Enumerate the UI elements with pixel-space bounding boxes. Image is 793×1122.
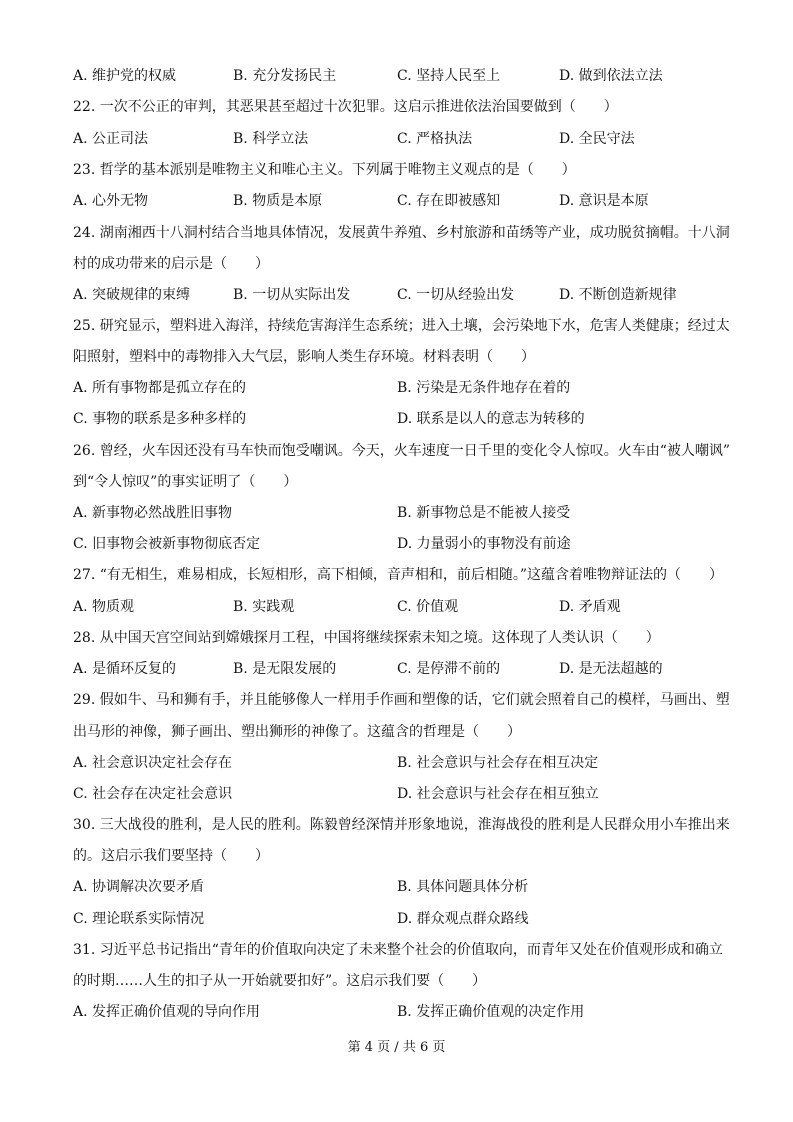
q29-stem-line-1: 29. 假如牛、马和狮有手，并且能够像人一样用手作画和塑像的话，它们就会照着自己的模样，马画出、塑	[73, 692, 730, 708]
q22-option-d: D. 全民守法	[559, 131, 635, 147]
page-footer: 第 4 页 / 共 6 页	[347, 1040, 446, 1055]
q26-option-d: D. 力量弱小的事物没有前途	[397, 536, 571, 552]
q21-option-b: B. 充分发扬民主	[233, 68, 337, 84]
q23-option-b: B. 物质是本原	[233, 193, 323, 209]
q31-option-b: B. 发挥正确价值观的决定作用	[397, 1004, 585, 1020]
q23-option-a: A. 心外无物	[73, 193, 149, 209]
q24-option-a: A. 突破规律的束缚	[73, 287, 191, 303]
q29-option-b: B. 社会意识与社会存在相互决定	[397, 755, 599, 771]
q30-option-c: C. 理论联系实际情况	[73, 911, 205, 927]
q28-option-b: B. 是无限发展的	[233, 661, 337, 677]
q23-option-d: D. 意识是本原	[559, 193, 649, 209]
q29-option-c: C. 社会存在决定社会意识	[73, 786, 233, 802]
q30-stem-line-1: 30. 三大战役的胜利，是人民的胜利。陈毅曾经深情并形象地说，淮海战役的胜利是人民群众用小车推出来	[73, 817, 730, 833]
q22-option-a: A. 公正司法	[73, 131, 149, 147]
q25-stem-line-1: 25. 研究显示，塑料进入海洋，持续危害海洋生态系统；进入土壤，会污染地下水，危害人类健康；经过太	[73, 318, 730, 334]
q29-stem-line-2: 出马形的神像，狮子画出、塑出狮形的神像了。这蕴含的哲理是（ ）	[73, 724, 521, 740]
q30-option-a: A. 协调解决次要矛盾	[73, 879, 205, 895]
q28-option-a: A. 是循环反复的	[73, 661, 177, 677]
q24-option-c: C. 一切从经验出发	[397, 287, 515, 303]
q26-stem-line-1: 26. 曾经，火车因还没有马车快而饱受嘲讽。今天，火车速度一日千里的变化令人惊叹。火车由“被人嘲讽”	[73, 443, 731, 459]
q30-option-d: D. 群众观点群众路线	[397, 911, 529, 927]
q23-stem: 23. 哲学的基本派别是唯物主义和唯心主义。下列属于唯物主义观点的是（ ）	[73, 162, 576, 178]
q29-option-d: D. 社会意识与社会存在相互独立	[397, 786, 599, 802]
q27-stem: 27. “有无相生，难易相成，长短相形，高下相倾，音声相和，前后相随。”这蕴含着唯物辩证法的（ ）	[73, 567, 724, 583]
q24-option-d: D. 不断创造新规律	[559, 287, 677, 303]
q22-option-c: C. 严格执法	[397, 131, 473, 147]
q25-option-c: C. 事物的联系是多种多样的	[73, 411, 247, 427]
q27-option-d: D. 矛盾观	[559, 599, 621, 615]
q21-option-a: A. 维护党的权威	[73, 68, 177, 84]
q27-option-c: C. 价值观	[397, 599, 459, 615]
q30-option-b: B. 具体问题具体分析	[397, 879, 529, 895]
q21-option-c: C. 坚持人民至上	[397, 68, 501, 84]
q27-option-b: B. 实践观	[233, 599, 295, 615]
q25-option-a: A. 所有事物都是孤立存在的	[73, 380, 247, 396]
q31-stem-line-1: 31. 习近平总书记指出“青年的价值取向决定了未来整个社会的价值取向，而青年又处在价值观形成和确立	[73, 942, 723, 958]
q31-stem-line-2: 的时期……人生的扣子从一开始就要扣好”。这启示我们要（ ）	[73, 973, 487, 989]
q22-stem: 22. 一次不公正的审判，其恶果甚至超过十次犯罪。这启示推进依法治国要做到（ ）	[73, 99, 618, 115]
q26-stem-line-2: 到“令人惊叹”的事实证明了（ ）	[73, 474, 298, 490]
q28-option-c: C. 是停滞不前的	[397, 661, 501, 677]
q30-stem-line-2: 的。这启示我们要坚持（ ）	[73, 848, 269, 864]
q24-stem-line-2: 村的成功带来的启示是（ ）	[73, 256, 269, 272]
q25-option-d: D. 联系是以人的意志为转移的	[397, 411, 585, 427]
q28-option-d: D. 是无法超越的	[559, 661, 663, 677]
q27-option-a: A. 物质观	[73, 599, 135, 615]
q23-option-c: C. 存在即被感知	[397, 193, 501, 209]
q29-option-a: A. 社会意识决定社会存在	[73, 755, 233, 771]
q26-option-c: C. 旧事物会被新事物彻底否定	[73, 536, 261, 552]
q28-stem: 28. 从中国天宫空间站到嫦娥探月工程，中国将继续探索未知之境。这体现了人类认识（ ）	[73, 630, 660, 646]
q31-option-a: A. 发挥正确价值观的导向作用	[73, 1004, 261, 1020]
q21-option-d: D. 做到依法立法	[559, 68, 663, 84]
q22-option-b: B. 科学立法	[233, 131, 309, 147]
q26-option-a: A. 新事物必然战胜旧事物	[73, 505, 233, 521]
q24-stem-line-1: 24. 湖南湘西十八洞村结合当地具体情况，发展黄牛养殖、乡村旅游和苗绣等产业，成功脱贫摘帽。十八洞	[73, 225, 730, 241]
q24-option-b: B. 一切从实际出发	[233, 287, 351, 303]
q25-option-b: B. 污染是无条件地存在着的	[397, 380, 571, 396]
q25-stem-line-2: 阳照射，塑料中的毒物排入大气层，影响人类生存环境。材料表明（ ）	[73, 349, 535, 365]
q26-option-b: B. 新事物总是不能被人接受	[397, 505, 571, 521]
